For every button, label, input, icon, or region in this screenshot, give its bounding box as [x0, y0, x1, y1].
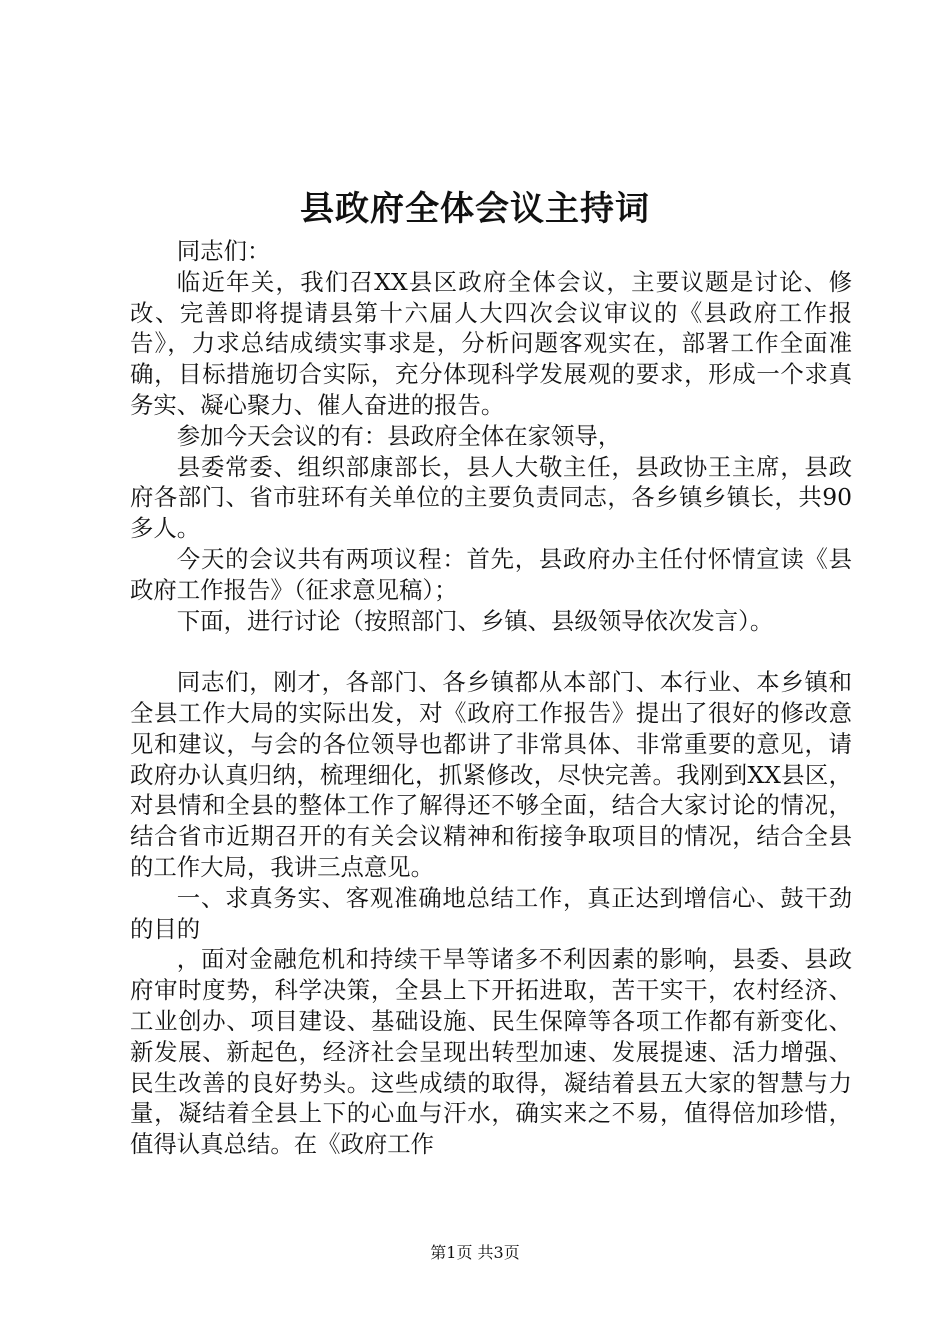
paragraph-achievements: ，面对金融危机和持续干旱等诸多不利因素的影响，县委、县政府审时度势，科学决策，全县上下开拓进取，苦干实干，农村经济、工业创办、项目建设、基础设施、民生保障等各项工作都有新变化、新发展、新起色，经济社会呈现出转型加速、发展提速、活力增强、民生改善的良好势头。这些成绩的取得，凝结着县五大家的智慧与力量，凝结着全县上下的心血与汗水，确实来之不易，值得倍加珍惜，值得认真总结。在《政府工作 — [130, 945, 852, 1159]
paragraph-summary: 同志们，刚才，各部门、各乡镇都从本部门、本行业、本乡镇和全县工作大局的实际出发，对《政府工作报告》提出了很好的修改意见和建议，与会的各位领导也都讲了非常具体、非常重要的意见，请政府办认真归纳，梳理细化，抓紧修改，尽快完善。我刚到XX县区，对县情和全县的整体工作了解得还不够全面，结合大家讨论的情况，结合省市近期召开的有关会议精神和衔接争取项目的情况，结合全县的工作大局，我讲三点意见。 — [130, 668, 852, 881]
page-number: 第1页 共3页 — [430, 1243, 520, 1262]
paragraph-discussion: 下面，进行讨论（按照部门、乡镇、县级领导依次发言）。 — [176, 606, 774, 635]
paragraph-greeting: 同志们： — [176, 237, 271, 265]
document-title: 县政府全体会议主持词 — [300, 189, 650, 229]
paragraph-agenda: 今天的会议共有两项议程：首先，县政府办主任付怀情宣读《县政府工作报告》（征求意见稿）； — [130, 544, 852, 604]
paragraph-attendees-list: 县委常委、组织部康部长，县人大敬主任，县政协王主席，县政府各部门、省市驻环有关单位的主要负责同志，各乡镇乡镇长，共90多人。 — [130, 452, 852, 543]
paragraph-intro: 临近年关，我们召XX县区政府全体会议，主要议题是讨论、修改、完善即将提请县第十六届人大四次会议审议的《县政府工作报告》，力求总结成绩实事求是，分析问题客观实在，部署工作全面准确，目标措施切合实际，充分体现科学发展观的要求，形成一个求真务实、凝心聚力、催人奋进的报告。 — [130, 267, 852, 419]
paragraph-attendees: 参加今天会议的有：县政府全体在家领导， — [176, 421, 622, 450]
paragraph-section-heading: 一、求真务实、客观准确地总结工作，真正达到增信心、鼓干劲的目的 — [130, 883, 852, 943]
document-body — [130, 236, 852, 1160]
